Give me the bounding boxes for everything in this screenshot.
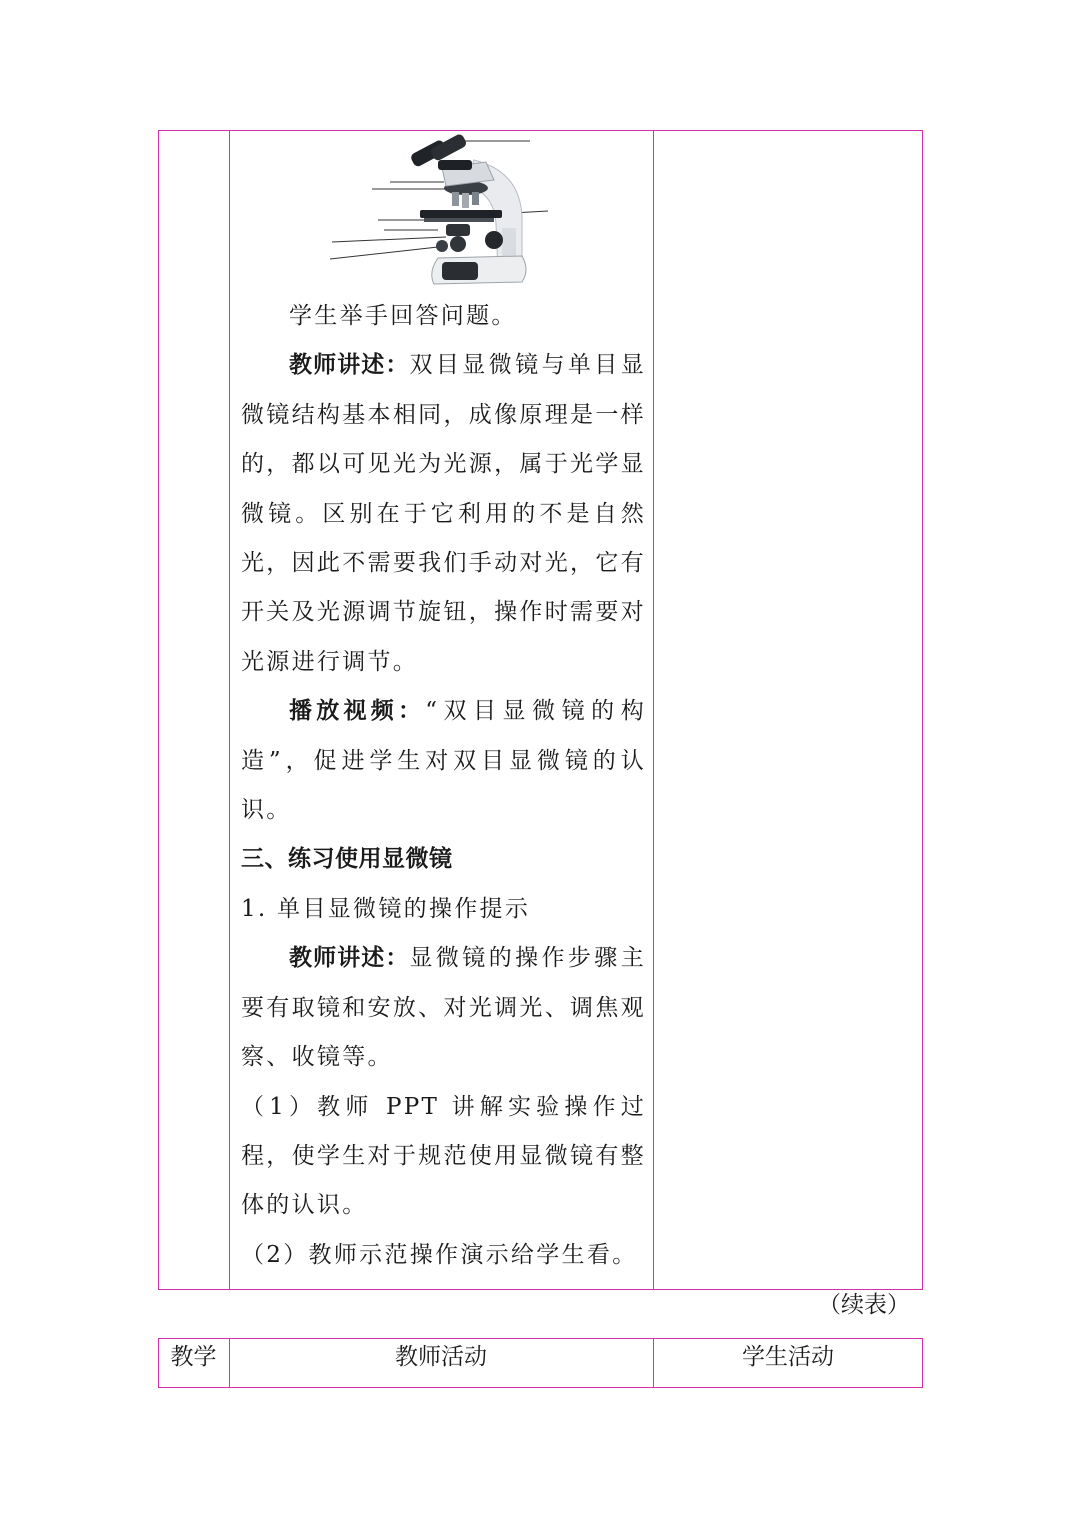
play-video-label: 播放视频： (289, 698, 426, 725)
step-2: （2）教师示范操作演示给学生看。 (241, 1241, 638, 1268)
teacher-explanation-label: 教师讲述： (289, 352, 410, 379)
header-student-activity: 学生活动 (742, 1344, 834, 1370)
operation-steps-label: 教师讲述： (289, 945, 410, 972)
table-column-divider (653, 130, 654, 1290)
operation-steps-paragraph (241, 934, 646, 1082)
operation-steps-text: 显微镜的操作步骤主要有取镜和安放、对光调光、调焦观察、收镜等。 (241, 945, 646, 1071)
header-teaching: 教学 (170, 1344, 217, 1370)
section-heading: 三、练习使用显微镜 (241, 846, 453, 873)
play-video-text: “双目显微镜的构造”，促进学生对双目显微镜的认识。 (241, 698, 646, 824)
header-teacher-activity: 教师活动 (395, 1344, 487, 1370)
table-column-divider (229, 130, 230, 1290)
continued-label: （续表） (818, 1292, 910, 1318)
step-1: （1）教师 PPT 讲解实验操作过程，使学生对于规范使用显微镜有整体的认识。 (241, 1093, 646, 1219)
play-video-paragraph (241, 687, 646, 835)
microscope-figure (326, 132, 556, 288)
student-answer-paragraph: 学生举手回答问题。 (289, 303, 517, 329)
teacher-explanation-paragraph (241, 341, 646, 687)
teacher-explanation-text: 双目显微镜与单目显微镜结构基本相同，成像原理是一样的，都以可见光为光源，属于光学显微镜。区别在于它利用的不是自然光，因此不需要我们手动对光，它有开关及光源调节旋钮，操作时需要对光源进行调节。 (241, 352, 646, 675)
teacher-activity-column (241, 292, 646, 1280)
subheading: 1. 单目显微镜的操作提示 (241, 895, 531, 922)
